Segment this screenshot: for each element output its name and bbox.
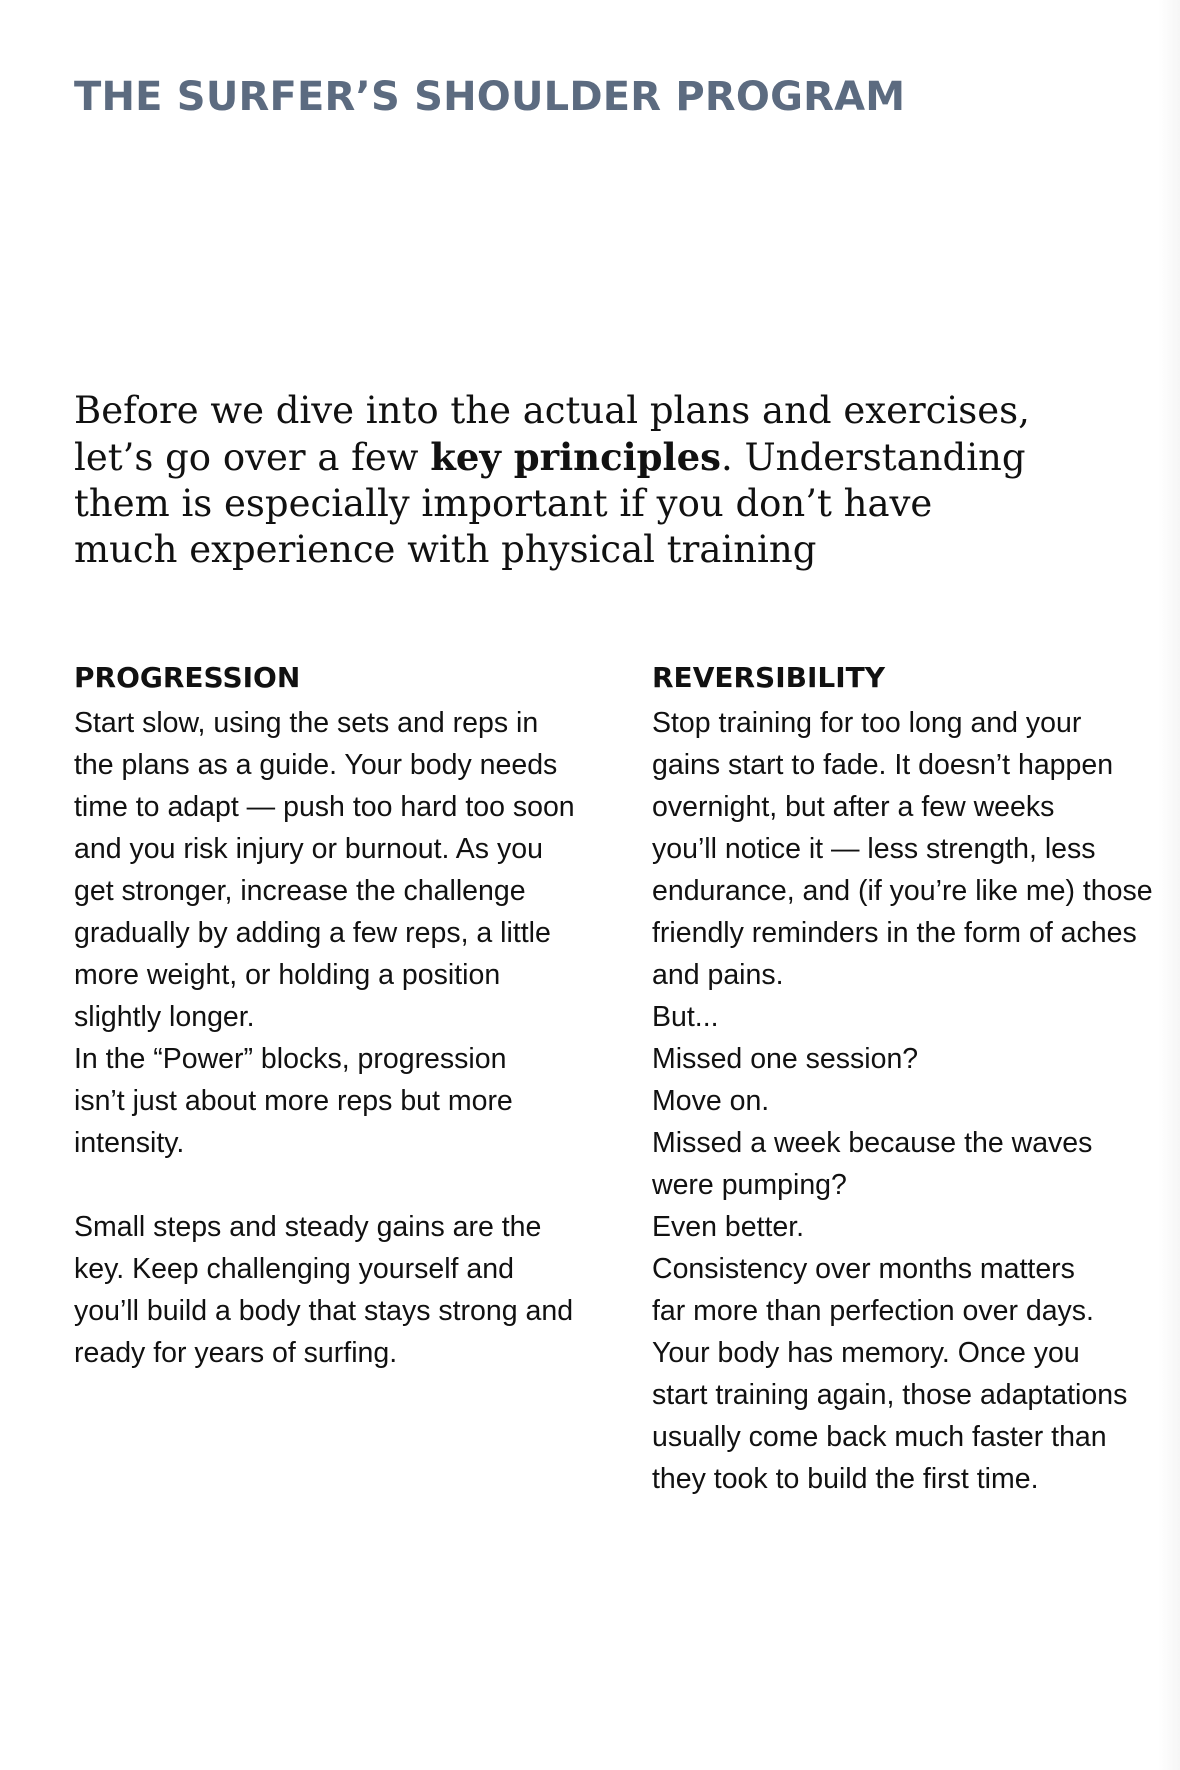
intro-paragraph	[74, 388, 1030, 573]
text-line: gains start to fade. It doesn’t happen	[652, 749, 1114, 781]
text-line: Your body has memory. Once you	[652, 1337, 1080, 1369]
text-line: start training again, those adaptations	[652, 1379, 1128, 1411]
progression-paragraph-2	[74, 1206, 614, 1374]
progression-heading: PROGRESSION	[74, 661, 301, 694]
text-line: Small steps and steady gains are the	[74, 1211, 542, 1243]
text-line: ready for years of surfing.	[74, 1337, 398, 1369]
intro-line: much experience with physical training	[74, 528, 817, 571]
text-line: Stop training for too long and your	[652, 707, 1082, 739]
text-line: key. Keep challenging yourself and	[74, 1253, 514, 1285]
text-line: more weight, or holding a position	[74, 959, 501, 991]
text-line: slightly longer.	[74, 1001, 255, 1033]
text-line: friendly reminders in the form of aches	[652, 917, 1137, 949]
document-title: THE SURFER’S SHOULDER PROGRAM	[74, 74, 906, 120]
progression-paragraph-1	[74, 702, 614, 1164]
text-line: the plans as a guide. Your body needs	[74, 749, 558, 781]
text-line: Consistency over months matters	[652, 1253, 1075, 1285]
text-line: get stronger, increase the challenge	[74, 875, 526, 907]
text-line: endurance, and (if you’re like me) those	[652, 875, 1153, 907]
text-line: isn’t just about more reps but more	[74, 1085, 513, 1117]
intro-line: them is especially important if you don’t have	[74, 482, 933, 525]
text-line: Missed one session?	[652, 1043, 919, 1075]
text-line: and you risk injury or burnout. As you	[74, 833, 543, 865]
intro-text: . Understanding	[720, 436, 1026, 479]
intro-line: Before we dive into the actual plans and exercises,	[74, 389, 1030, 432]
text-line: usually come back much faster than	[652, 1421, 1107, 1453]
text-line: and pains.	[652, 959, 784, 991]
text-line: But...	[652, 1001, 719, 1033]
text-line: gradually by adding a few reps, a little	[74, 917, 551, 949]
text-line: In the “Power” blocks, progression	[74, 1043, 507, 1075]
intro-line	[74, 434, 1026, 481]
text-line: time to adapt — push too hard too soon	[74, 791, 575, 823]
intro-emphasis: key principles	[430, 435, 721, 479]
text-line: Move on.	[652, 1085, 770, 1117]
text-line: overnight, but after a few weeks	[652, 791, 1055, 823]
text-line: intensity.	[74, 1127, 185, 1159]
intro-text: let’s go over a few	[74, 436, 431, 479]
text-line: Even better.	[652, 1211, 805, 1243]
text-line: Missed a week because the waves	[652, 1127, 1093, 1159]
progression-section	[74, 660, 614, 1374]
text-line: Start slow, using the sets and reps in	[74, 707, 539, 739]
text-line: far more than perfection over days.	[652, 1295, 1094, 1327]
text-line: they took to build the first time.	[652, 1463, 1039, 1495]
reversibility-heading: REVERSIBILITY	[652, 661, 886, 694]
text-line: were pumping?	[652, 1169, 847, 1201]
paragraph-gap	[74, 1164, 614, 1206]
reversibility-body	[652, 702, 1172, 1500]
text-line: you’ll notice it — less strength, less	[652, 833, 1096, 865]
text-line: you’ll build a body that stays strong and	[74, 1295, 574, 1327]
reversibility-section	[652, 660, 1172, 1500]
